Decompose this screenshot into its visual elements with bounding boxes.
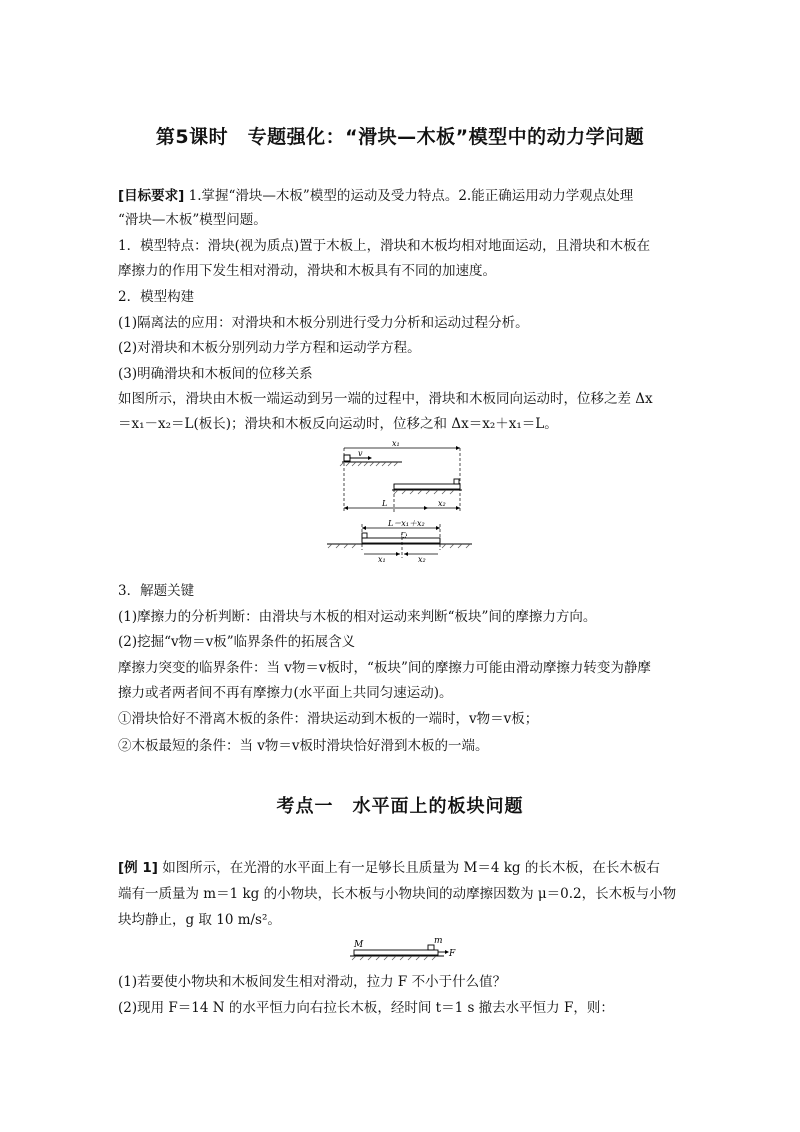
displacement-diagram: [322, 440, 482, 565]
v-label: v: [358, 449, 363, 458]
question-2: (2)现用 F＝14 N 的水平恒力向右拉长木板，经时间 t＝1 s 撤去水平恒力 F，则：: [118, 1000, 614, 1016]
sec3-item-2: (2)挖掘“v物＝v板”临界条件的拓展含义: [118, 634, 356, 650]
sec2-heading: 2．模型构建: [118, 289, 195, 305]
page-title: 第5课时 专题强化：“滑块—木板”模型中的动力学问题: [155, 126, 645, 148]
m-label: m: [434, 936, 443, 946]
sec2-item-3: (3)明确滑块和木板间的位移关系: [118, 366, 313, 382]
x1b-label: x₁: [378, 555, 386, 564]
sec2-desc-1: 如图所示，滑块由木板一端运动到另一端的过程中，滑块和木板同向运动时，位移之差 Δx: [118, 391, 653, 407]
section-title: 考点一 水平面上的板块问题: [276, 796, 524, 817]
x2b-label: x₂: [418, 555, 426, 564]
sec3-item-1: (1)摩擦力的分析判断：由滑块与木板的相对运动来判断“板块”间的摩擦力方向。: [118, 609, 597, 625]
goal-tag: [目标要求]: [118, 188, 185, 204]
sec3-condition-2: ②木板最短的条件：当 v物＝v板时滑块恰好滑到木板的一端。: [118, 738, 489, 754]
M-label: M: [354, 940, 364, 950]
F-label: F: [449, 949, 456, 959]
example-line-3: 块均静止，g 取 10 m/s²。: [118, 912, 281, 928]
sec2-item-1: (1)隔离法的应用：对滑块和木板分别进行受力分析和运动过程分析。: [118, 315, 529, 331]
goal-line-2: “滑块—木板”模型问题。: [118, 212, 267, 228]
board-force-diagram: [348, 934, 458, 964]
x1-label: x₁: [392, 440, 400, 448]
sec2-desc-2: ＝x₁－x₂＝L(板长)；滑块和木板反向运动时，位移之和 Δx＝x₂＋x₁＝L。: [118, 416, 558, 432]
sec3-condition-1: ①滑块恰好不滑离木板的条件：滑块运动到木板的一端时，v物＝v板；: [118, 711, 539, 727]
sec1-line-2: 摩擦力的作用下发生相对滑动，滑块和木板具有不同的加速度。: [118, 263, 496, 279]
example-line-1: [118, 858, 698, 878]
L-label: L: [382, 499, 388, 508]
x2-label: x₂: [438, 499, 446, 508]
sec3-desc-2: 擦力或者两者间不再有摩擦力(水平面上共同匀速运动)。: [118, 685, 453, 701]
example-line-2: 端有一质量为 m＝1 kg 的小物块，长木板与小物块间的动摩擦因数为 μ＝0.2，长木板与小物: [118, 886, 677, 902]
question-1: (1)若要使小物块和木板间发生相对滑动，拉力 F 不小于什么值？: [118, 974, 507, 990]
sec3-desc-1: 摩擦力突变的临界条件：当 v物＝v板时，“板块”间的摩擦力可能由滑动摩擦力转变为静摩: [118, 660, 651, 676]
example-text-1: 如图所示，在光滑的水平面上有一足够长且质量为 M＝4 kg 的长木板，在长木板右: [162, 860, 660, 876]
sec3-heading: 3．解题关键: [118, 583, 195, 599]
example-tag: [例 1]: [118, 860, 158, 876]
goal-line-1: [118, 186, 698, 206]
L-eq-label: L＝x₁＋x₂: [388, 519, 425, 528]
sec2-item-2: (2)对滑块和木板分别列动力学方程和运动学方程。: [118, 340, 421, 356]
sec1-line-1: 1．模型特点：滑块(视为质点)置于木板上，滑块和木板均相对地面运动，且滑块和木板在: [118, 238, 651, 254]
goal-text-1: 1.掌握“滑块—木板”模型的运动及受力特点。2.能正确运用动力学观点处理: [188, 188, 634, 204]
